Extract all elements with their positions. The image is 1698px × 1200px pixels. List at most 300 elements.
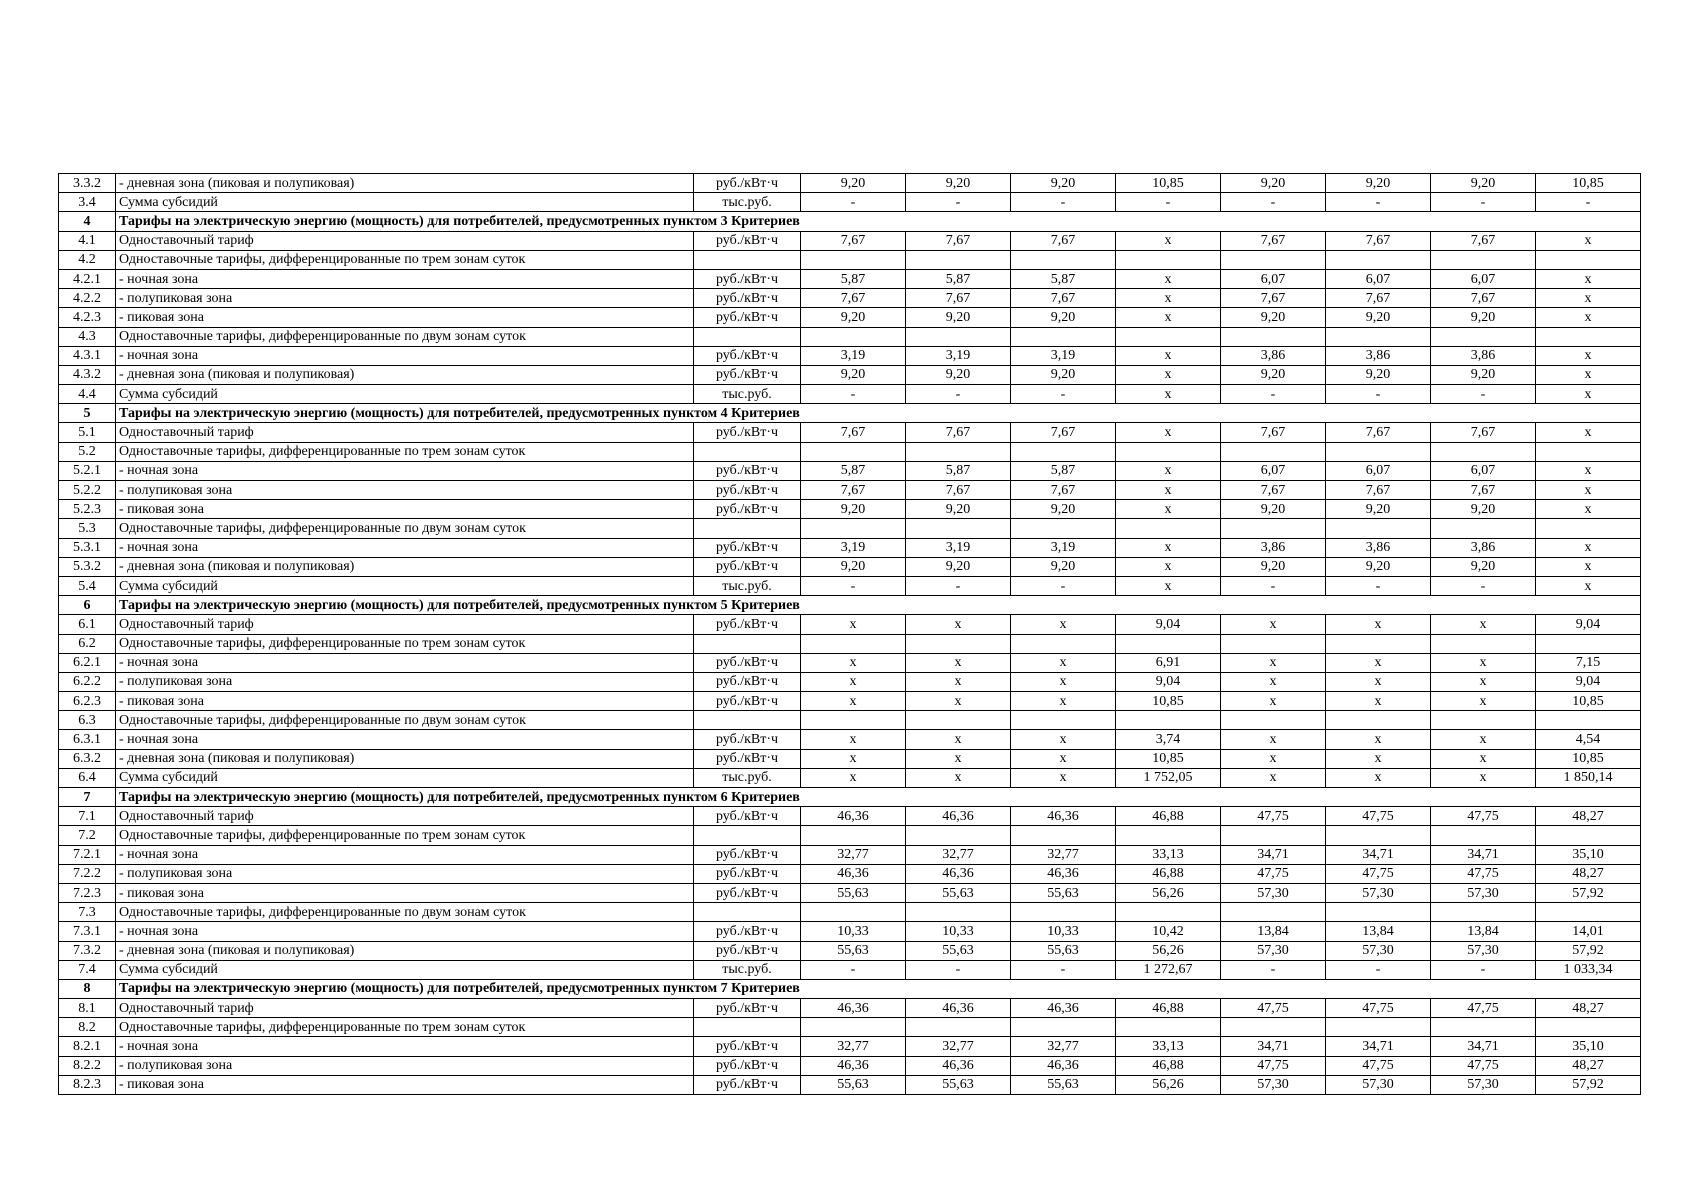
value-cell: x bbox=[1116, 385, 1221, 404]
value-cell: 7,67 bbox=[1431, 289, 1536, 308]
row-number: 5.3 bbox=[59, 519, 116, 538]
value-cell: 1 272,67 bbox=[1116, 960, 1221, 979]
value-cell: x bbox=[1221, 653, 1326, 672]
value-cell: 4,54 bbox=[1536, 730, 1641, 749]
unit-cell: руб./кВт·ч bbox=[694, 941, 801, 960]
row-name: - пиковая зона bbox=[116, 883, 694, 902]
value-cell: - bbox=[906, 576, 1011, 595]
table-row bbox=[59, 711, 1641, 730]
row-name: Сумма субсидий bbox=[116, 193, 694, 212]
section-row bbox=[59, 212, 1641, 231]
value-cell bbox=[1326, 1018, 1431, 1037]
value-cell: 47,75 bbox=[1431, 1056, 1536, 1075]
unit-cell: руб./кВт·ч bbox=[694, 749, 801, 768]
row-number: 4.4 bbox=[59, 385, 116, 404]
value-cell: 48,27 bbox=[1536, 999, 1641, 1018]
value-cell: 3,86 bbox=[1221, 346, 1326, 365]
table-row bbox=[59, 1075, 1641, 1094]
value-cell: 9,20 bbox=[1326, 174, 1431, 193]
value-cell: 47,75 bbox=[1326, 807, 1431, 826]
section-title: Тарифы на электрическую энергию (мощность) для потребителей, предусмотренных пунктом 4 Критериев bbox=[116, 404, 1641, 423]
unit-cell bbox=[694, 250, 801, 269]
value-cell bbox=[1116, 442, 1221, 461]
row-number: 7.3 bbox=[59, 903, 116, 922]
value-cell: x bbox=[1536, 365, 1641, 384]
value-cell: x bbox=[801, 672, 906, 691]
value-cell: 7,67 bbox=[1011, 231, 1116, 250]
value-cell: 33,13 bbox=[1116, 845, 1221, 864]
row-name: - пиковая зона bbox=[116, 308, 694, 327]
row-number: 6.4 bbox=[59, 768, 116, 787]
row-number: 3.4 bbox=[59, 193, 116, 212]
value-cell: 9,20 bbox=[1221, 500, 1326, 519]
value-cell bbox=[1431, 634, 1536, 653]
table-row bbox=[59, 269, 1641, 288]
row-name: - ночная зона bbox=[116, 922, 694, 941]
value-cell: 46,36 bbox=[1011, 807, 1116, 826]
value-cell: x bbox=[1431, 672, 1536, 691]
value-cell bbox=[906, 903, 1011, 922]
value-cell: 48,27 bbox=[1536, 864, 1641, 883]
unit-cell: руб./кВт·ч bbox=[694, 807, 801, 826]
row-name: - ночная зона bbox=[116, 346, 694, 365]
value-cell: 14,01 bbox=[1536, 922, 1641, 941]
unit-cell bbox=[694, 442, 801, 461]
value-cell: 6,07 bbox=[1431, 269, 1536, 288]
value-cell: 46,36 bbox=[906, 864, 1011, 883]
value-cell bbox=[1326, 250, 1431, 269]
value-cell: x bbox=[1536, 289, 1641, 308]
value-cell: 3,86 bbox=[1221, 538, 1326, 557]
value-cell bbox=[1116, 903, 1221, 922]
value-cell: 57,30 bbox=[1326, 1075, 1431, 1094]
row-name: - дневная зона (пиковая и полупиковая) bbox=[116, 749, 694, 768]
row-number: 6.2.1 bbox=[59, 653, 116, 672]
value-cell bbox=[1536, 327, 1641, 346]
table-row bbox=[59, 730, 1641, 749]
value-cell: 9,20 bbox=[1326, 308, 1431, 327]
row-name: - полупиковая зона bbox=[116, 672, 694, 691]
value-cell: 10,85 bbox=[1536, 749, 1641, 768]
table-row bbox=[59, 826, 1641, 845]
value-cell bbox=[1011, 250, 1116, 269]
table-row bbox=[59, 922, 1641, 941]
row-number: 6.3.2 bbox=[59, 749, 116, 768]
section-title: Тарифы на электрическую энергию (мощность) для потребителей, предусмотренных пунктом 5 Критериев bbox=[116, 596, 1641, 615]
value-cell: 32,77 bbox=[801, 845, 906, 864]
value-cell: 33,13 bbox=[1116, 1037, 1221, 1056]
value-cell bbox=[1431, 903, 1536, 922]
value-cell bbox=[1116, 826, 1221, 845]
value-cell: 9,20 bbox=[1011, 500, 1116, 519]
value-cell bbox=[1536, 826, 1641, 845]
table-row bbox=[59, 941, 1641, 960]
row-number: 8.1 bbox=[59, 999, 116, 1018]
value-cell: x bbox=[1536, 423, 1641, 442]
value-cell: 7,67 bbox=[1326, 481, 1431, 500]
value-cell bbox=[1431, 711, 1536, 730]
row-number: 8 bbox=[59, 979, 116, 998]
value-cell bbox=[1221, 1018, 1326, 1037]
value-cell bbox=[1221, 327, 1326, 346]
value-cell: - bbox=[1011, 576, 1116, 595]
value-cell: 9,20 bbox=[906, 174, 1011, 193]
value-cell: - bbox=[801, 385, 906, 404]
row-name: - пиковая зона bbox=[116, 692, 694, 711]
value-cell: 57,30 bbox=[1221, 941, 1326, 960]
value-cell: x bbox=[1011, 749, 1116, 768]
value-cell: x bbox=[1116, 500, 1221, 519]
value-cell: - bbox=[801, 960, 906, 979]
value-cell: x bbox=[1536, 576, 1641, 595]
unit-cell bbox=[694, 903, 801, 922]
value-cell: 9,20 bbox=[906, 557, 1011, 576]
unit-cell: тыс.руб. bbox=[694, 385, 801, 404]
unit-cell: руб./кВт·ч bbox=[694, 346, 801, 365]
row-number: 6.2.3 bbox=[59, 692, 116, 711]
row-number: 8.2.3 bbox=[59, 1075, 116, 1094]
value-cell bbox=[801, 1018, 906, 1037]
table-row bbox=[59, 692, 1641, 711]
table-row bbox=[59, 1018, 1641, 1037]
value-cell: 3,19 bbox=[906, 538, 1011, 557]
value-cell: 56,26 bbox=[1116, 883, 1221, 902]
value-cell bbox=[1536, 442, 1641, 461]
row-name: - дневная зона (пиковая и полупиковая) bbox=[116, 174, 694, 193]
value-cell: - bbox=[1326, 385, 1431, 404]
row-number: 3.3.2 bbox=[59, 174, 116, 193]
value-cell: 35,10 bbox=[1536, 845, 1641, 864]
row-number: 4.3.2 bbox=[59, 365, 116, 384]
value-cell bbox=[1431, 442, 1536, 461]
value-cell: 9,20 bbox=[906, 500, 1011, 519]
value-cell: x bbox=[1431, 692, 1536, 711]
row-name: - пиковая зона bbox=[116, 500, 694, 519]
value-cell: 9,20 bbox=[906, 308, 1011, 327]
unit-cell: руб./кВт·ч bbox=[694, 461, 801, 480]
value-cell bbox=[1011, 711, 1116, 730]
value-cell: 9,20 bbox=[1221, 365, 1326, 384]
table-row bbox=[59, 864, 1641, 883]
value-cell: 9,20 bbox=[1011, 365, 1116, 384]
value-cell: 3,19 bbox=[1011, 538, 1116, 557]
row-number: 8.2.2 bbox=[59, 1056, 116, 1075]
row-name: - дневная зона (пиковая и полупиковая) bbox=[116, 941, 694, 960]
value-cell: 3,86 bbox=[1431, 538, 1536, 557]
value-cell: x bbox=[1326, 768, 1431, 787]
value-cell: - bbox=[1221, 576, 1326, 595]
value-cell bbox=[1536, 634, 1641, 653]
value-cell: 10,85 bbox=[1116, 692, 1221, 711]
row-name: Одноставочные тарифы, дифференцированные по трем зонам суток bbox=[116, 1018, 694, 1037]
value-cell: 57,30 bbox=[1221, 883, 1326, 902]
value-cell: 57,30 bbox=[1431, 883, 1536, 902]
value-cell bbox=[801, 519, 906, 538]
value-cell: x bbox=[1221, 749, 1326, 768]
unit-cell bbox=[694, 711, 801, 730]
value-cell: 3,19 bbox=[801, 346, 906, 365]
value-cell bbox=[906, 442, 1011, 461]
value-cell: x bbox=[1116, 461, 1221, 480]
value-cell bbox=[1221, 519, 1326, 538]
value-cell: x bbox=[801, 615, 906, 634]
table-row bbox=[59, 289, 1641, 308]
value-cell: x bbox=[1536, 308, 1641, 327]
value-cell: 13,84 bbox=[1326, 922, 1431, 941]
table-row bbox=[59, 768, 1641, 787]
value-cell: 6,07 bbox=[1326, 461, 1431, 480]
value-cell: 46,36 bbox=[801, 999, 906, 1018]
value-cell: 9,20 bbox=[1431, 500, 1536, 519]
value-cell: 9,20 bbox=[1326, 500, 1431, 519]
row-name: Одноставочные тарифы, дифференцированные по трем зонам суток bbox=[116, 250, 694, 269]
value-cell: x bbox=[906, 653, 1011, 672]
value-cell: x bbox=[1116, 576, 1221, 595]
value-cell bbox=[1536, 519, 1641, 538]
value-cell bbox=[906, 250, 1011, 269]
value-cell: x bbox=[906, 749, 1011, 768]
value-cell: 9,20 bbox=[1431, 174, 1536, 193]
value-cell: - bbox=[1221, 193, 1326, 212]
value-cell: 34,71 bbox=[1431, 1037, 1536, 1056]
value-cell: 47,75 bbox=[1221, 864, 1326, 883]
value-cell bbox=[1431, 519, 1536, 538]
value-cell: 13,84 bbox=[1431, 922, 1536, 941]
value-cell bbox=[1536, 250, 1641, 269]
row-number: 4.2.3 bbox=[59, 308, 116, 327]
row-number: 7.2.3 bbox=[59, 883, 116, 902]
row-name: Одноставочный тариф bbox=[116, 807, 694, 826]
value-cell: 57,30 bbox=[1326, 941, 1431, 960]
section-row bbox=[59, 979, 1641, 998]
value-cell: x bbox=[1116, 231, 1221, 250]
value-cell: 34,71 bbox=[1326, 845, 1431, 864]
value-cell: x bbox=[1536, 461, 1641, 480]
value-cell bbox=[1011, 634, 1116, 653]
value-cell: 5,87 bbox=[906, 269, 1011, 288]
value-cell bbox=[1326, 519, 1431, 538]
row-number: 7.2 bbox=[59, 826, 116, 845]
value-cell: 9,20 bbox=[1221, 557, 1326, 576]
value-cell: 7,67 bbox=[906, 481, 1011, 500]
value-cell: 10,85 bbox=[1536, 174, 1641, 193]
value-cell bbox=[1431, 327, 1536, 346]
row-name: - полупиковая зона bbox=[116, 1056, 694, 1075]
value-cell: 3,86 bbox=[1431, 346, 1536, 365]
row-number: 4.3 bbox=[59, 327, 116, 346]
value-cell: x bbox=[1536, 269, 1641, 288]
value-cell: x bbox=[906, 672, 1011, 691]
value-cell bbox=[1221, 711, 1326, 730]
value-cell: 48,27 bbox=[1536, 807, 1641, 826]
value-cell: 32,77 bbox=[801, 1037, 906, 1056]
value-cell: 55,63 bbox=[801, 941, 906, 960]
row-number: 8.2.1 bbox=[59, 1037, 116, 1056]
row-name: Одноставочные тарифы, дифференцированные по трем зонам суток bbox=[116, 442, 694, 461]
unit-cell bbox=[694, 1018, 801, 1037]
value-cell: x bbox=[906, 692, 1011, 711]
value-cell: 7,67 bbox=[801, 289, 906, 308]
value-cell bbox=[801, 327, 906, 346]
unit-cell bbox=[694, 634, 801, 653]
value-cell: - bbox=[906, 385, 1011, 404]
table-row bbox=[59, 250, 1641, 269]
row-number: 7.3.2 bbox=[59, 941, 116, 960]
value-cell: x bbox=[1431, 615, 1536, 634]
row-name: Одноставочный тариф bbox=[116, 615, 694, 634]
value-cell bbox=[1221, 826, 1326, 845]
unit-cell: руб./кВт·ч bbox=[694, 1075, 801, 1094]
value-cell: 47,75 bbox=[1326, 1056, 1431, 1075]
value-cell: 57,92 bbox=[1536, 1075, 1641, 1094]
value-cell bbox=[1326, 442, 1431, 461]
value-cell: 7,67 bbox=[906, 231, 1011, 250]
value-cell: 7,67 bbox=[906, 289, 1011, 308]
row-name: Одноставочные тарифы, дифференцированные по двум зонам суток bbox=[116, 711, 694, 730]
value-cell bbox=[906, 327, 1011, 346]
row-name: - ночная зона bbox=[116, 730, 694, 749]
value-cell: 6,07 bbox=[1221, 269, 1326, 288]
value-cell: 10,42 bbox=[1116, 922, 1221, 941]
value-cell: 9,20 bbox=[1221, 174, 1326, 193]
value-cell: 57,30 bbox=[1221, 1075, 1326, 1094]
unit-cell bbox=[694, 826, 801, 845]
unit-cell: тыс.руб. bbox=[694, 576, 801, 595]
value-cell: x bbox=[1536, 500, 1641, 519]
unit-cell: руб./кВт·ч bbox=[694, 269, 801, 288]
value-cell: 9,20 bbox=[801, 174, 906, 193]
value-cell bbox=[801, 250, 906, 269]
unit-cell: руб./кВт·ч bbox=[694, 730, 801, 749]
value-cell: x bbox=[1116, 289, 1221, 308]
value-cell: x bbox=[801, 730, 906, 749]
value-cell bbox=[1116, 711, 1221, 730]
section-title: Тарифы на электрическую энергию (мощность) для потребителей, предусмотренных пунктом 7 Критериев bbox=[116, 979, 1641, 998]
value-cell bbox=[1536, 711, 1641, 730]
value-cell: 3,74 bbox=[1116, 730, 1221, 749]
row-number: 6.3 bbox=[59, 711, 116, 730]
unit-cell: руб./кВт·ч bbox=[694, 653, 801, 672]
unit-cell: руб./кВт·ч bbox=[694, 883, 801, 902]
row-number: 4.1 bbox=[59, 231, 116, 250]
value-cell bbox=[1326, 903, 1431, 922]
value-cell: - bbox=[1116, 193, 1221, 212]
unit-cell bbox=[694, 327, 801, 346]
row-name: - дневная зона (пиковая и полупиковая) bbox=[116, 557, 694, 576]
value-cell: - bbox=[1011, 960, 1116, 979]
value-cell: 9,04 bbox=[1116, 615, 1221, 634]
value-cell: 9,20 bbox=[801, 365, 906, 384]
value-cell: 5,87 bbox=[1011, 269, 1116, 288]
value-cell: x bbox=[1536, 385, 1641, 404]
value-cell bbox=[1011, 903, 1116, 922]
unit-cell: руб./кВт·ч bbox=[694, 692, 801, 711]
row-number: 6.3.1 bbox=[59, 730, 116, 749]
value-cell: x bbox=[1326, 672, 1431, 691]
value-cell: x bbox=[1536, 557, 1641, 576]
unit-cell: руб./кВт·ч bbox=[694, 864, 801, 883]
row-number: 5.2 bbox=[59, 442, 116, 461]
table-row bbox=[59, 174, 1641, 193]
value-cell bbox=[906, 519, 1011, 538]
value-cell bbox=[1221, 634, 1326, 653]
value-cell: 46,36 bbox=[801, 864, 906, 883]
row-name: Одноставочные тарифы, дифференцированные по двум зонам суток bbox=[116, 327, 694, 346]
table-row bbox=[59, 615, 1641, 634]
unit-cell: тыс.руб. bbox=[694, 768, 801, 787]
value-cell: x bbox=[1011, 615, 1116, 634]
value-cell: 7,67 bbox=[1011, 423, 1116, 442]
value-cell: 46,36 bbox=[1011, 999, 1116, 1018]
table-row bbox=[59, 442, 1641, 461]
value-cell: - bbox=[1431, 385, 1536, 404]
row-name: - дневная зона (пиковая и полупиковая) bbox=[116, 365, 694, 384]
value-cell: x bbox=[906, 615, 1011, 634]
section-title: Тарифы на электрическую энергию (мощность) для потребителей, предусмотренных пунктом 3 Критериев bbox=[116, 212, 1641, 231]
value-cell: 32,77 bbox=[906, 1037, 1011, 1056]
value-cell: 7,67 bbox=[906, 423, 1011, 442]
table-row bbox=[59, 653, 1641, 672]
unit-cell: руб./кВт·ч bbox=[694, 845, 801, 864]
value-cell: 55,63 bbox=[801, 1075, 906, 1094]
value-cell bbox=[1116, 250, 1221, 269]
value-cell bbox=[1221, 250, 1326, 269]
value-cell: - bbox=[1326, 193, 1431, 212]
value-cell bbox=[1011, 442, 1116, 461]
row-number: 5.2.3 bbox=[59, 500, 116, 519]
table-row bbox=[59, 1056, 1641, 1075]
value-cell: - bbox=[1431, 576, 1536, 595]
value-cell: x bbox=[1116, 538, 1221, 557]
row-name: - ночная зона bbox=[116, 1037, 694, 1056]
value-cell: 35,10 bbox=[1536, 1037, 1641, 1056]
table-row bbox=[59, 672, 1641, 691]
value-cell: 9,20 bbox=[906, 365, 1011, 384]
value-cell: x bbox=[801, 653, 906, 672]
value-cell: x bbox=[1326, 749, 1431, 768]
value-cell: 46,36 bbox=[906, 1056, 1011, 1075]
table-row bbox=[59, 193, 1641, 212]
value-cell: x bbox=[1431, 730, 1536, 749]
value-cell: 34,71 bbox=[1221, 845, 1326, 864]
row-number: 6.2 bbox=[59, 634, 116, 653]
unit-cell: руб./кВт·ч bbox=[694, 174, 801, 193]
value-cell: 10,33 bbox=[1011, 922, 1116, 941]
value-cell: 55,63 bbox=[1011, 1075, 1116, 1094]
value-cell: 9,20 bbox=[1431, 557, 1536, 576]
value-cell: 56,26 bbox=[1116, 941, 1221, 960]
table-row bbox=[59, 557, 1641, 576]
value-cell: - bbox=[1011, 385, 1116, 404]
value-cell: x bbox=[1326, 615, 1431, 634]
tariff-table bbox=[58, 173, 1641, 1095]
value-cell: 46,36 bbox=[801, 1056, 906, 1075]
unit-cell: руб./кВт·ч bbox=[694, 538, 801, 557]
value-cell bbox=[1221, 903, 1326, 922]
row-number: 5.1 bbox=[59, 423, 116, 442]
value-cell: 6,91 bbox=[1116, 653, 1221, 672]
value-cell: x bbox=[1221, 615, 1326, 634]
value-cell bbox=[1431, 826, 1536, 845]
unit-cell: тыс.руб. bbox=[694, 960, 801, 979]
value-cell: 3,86 bbox=[1326, 346, 1431, 365]
value-cell bbox=[1326, 711, 1431, 730]
unit-cell: руб./кВт·ч bbox=[694, 308, 801, 327]
row-name: Одноставочные тарифы, дифференцированные по двум зонам суток bbox=[116, 519, 694, 538]
value-cell: x bbox=[1116, 308, 1221, 327]
row-name: Одноставочные тарифы, дифференцированные по трем зонам суток bbox=[116, 634, 694, 653]
value-cell: - bbox=[1221, 385, 1326, 404]
